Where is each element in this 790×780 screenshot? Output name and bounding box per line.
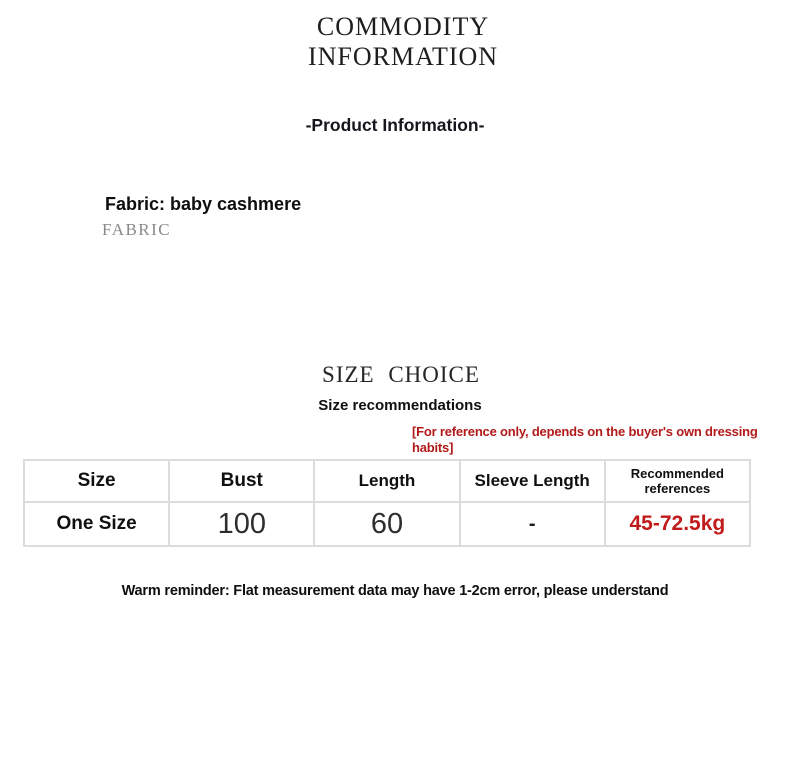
header-recommended-references: Recommended references [605, 460, 750, 502]
size-reference-note: [For reference only, depends on the buyer's own dressing habits] [412, 424, 758, 455]
page-title-line1: COMMODITY [316, 12, 490, 41]
page-title-line2: INFORMATION [307, 42, 499, 71]
size-recommendations-subheading: Size recommendations [318, 397, 482, 414]
size-table [23, 459, 751, 547]
cell-size-value: One Size [24, 502, 169, 546]
size-choice-heading: SIZE CHOICE [322, 362, 480, 387]
size-table-header-row [24, 460, 750, 502]
header-size: Size [24, 460, 169, 502]
header-sleeve-length: Sleeve Length [460, 460, 605, 502]
cell-sleeve-length-value: - [460, 502, 605, 546]
cell-bust-value: 100 [169, 502, 314, 546]
fabric-label: Fabric: baby cashmere [105, 194, 302, 214]
page-title [8, 12, 790, 72]
fabric-caption: FABRIC [102, 220, 172, 239]
cell-recommended-value: 45-72.5kg [605, 502, 750, 546]
size-table-row [24, 502, 750, 546]
header-length: Length [314, 460, 459, 502]
product-information-heading: -Product Information- [305, 115, 485, 135]
header-bust: Bust [169, 460, 314, 502]
warm-reminder: Warm reminder: Flat measurement data may have 1-2cm error, please understand [121, 583, 669, 599]
cell-length-value: 60 [314, 502, 459, 546]
